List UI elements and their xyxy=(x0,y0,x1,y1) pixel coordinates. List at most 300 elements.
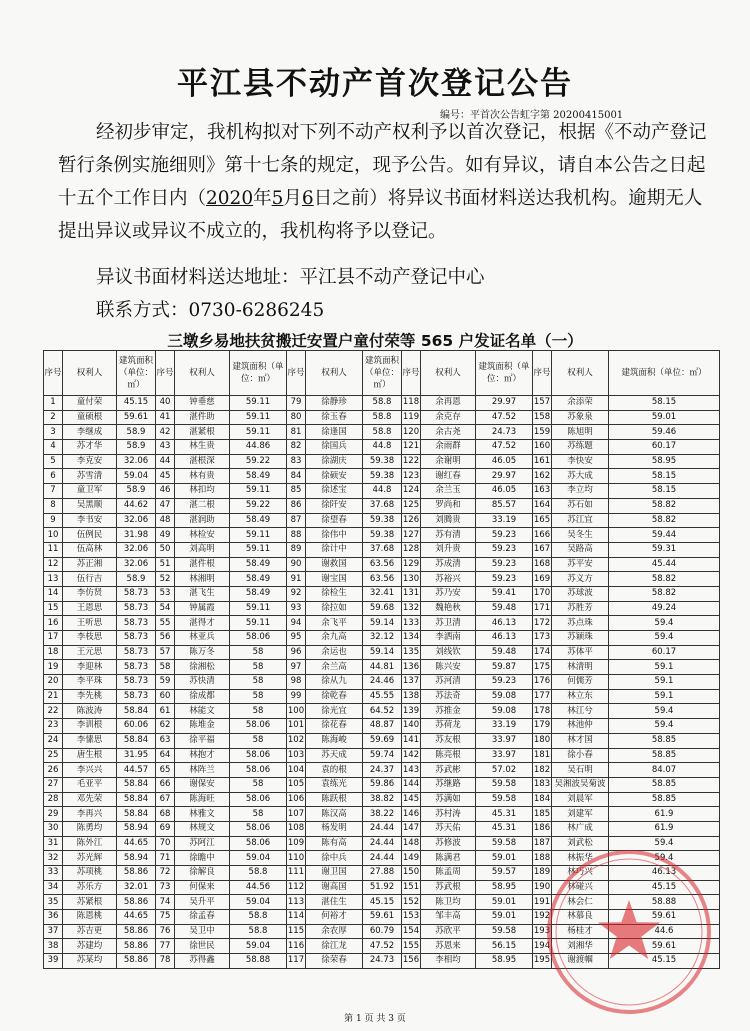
floor-area-cell: 59.68 xyxy=(363,601,402,616)
holder-name-cell: 陈勇均 xyxy=(63,821,117,836)
row-number-cell: 74 xyxy=(156,895,175,910)
floor-area-cell: 58.86 xyxy=(117,895,156,910)
row-number-cell: 158 xyxy=(533,410,552,425)
holder-name-cell: 谢保安 xyxy=(175,777,230,792)
holder-name-cell: 徐世民 xyxy=(175,939,230,954)
holder-name-cell: 余添荣 xyxy=(552,396,609,411)
row-number-cell: 193 xyxy=(533,924,552,939)
holder-name-cell: 苏大成 xyxy=(552,469,609,484)
holder-name-cell: 吴卫中 xyxy=(175,924,230,939)
holder-name-cell: 李愫思 xyxy=(63,733,117,748)
floor-area-cell: 58.94 xyxy=(117,851,156,866)
floor-area-cell: 58.8 xyxy=(230,866,287,881)
floor-area-cell: 58.06 xyxy=(230,631,287,646)
floor-area-cell: 59.04 xyxy=(230,851,287,866)
row-number-cell: 33 xyxy=(44,866,63,881)
holder-name-cell: 徐述宝 xyxy=(306,484,363,499)
holder-name-cell: 吴路高 xyxy=(552,542,609,557)
floor-area-cell: 38.22 xyxy=(363,807,402,822)
row-number-cell: 71 xyxy=(156,851,175,866)
row-number-cell: 144 xyxy=(402,777,421,792)
holder-name-cell: 刘武松 xyxy=(552,836,609,851)
holder-name-cell: 谢卫国 xyxy=(306,866,363,881)
row-number-cell: 105 xyxy=(287,777,306,792)
floor-area-cell: 85.57 xyxy=(476,498,533,513)
holder-name-cell: 杨发明 xyxy=(306,821,363,836)
row-number-cell: 148 xyxy=(402,836,421,851)
floor-area-cell: 59.57 xyxy=(476,866,533,881)
intro-paragraph xyxy=(58,116,713,248)
table-row xyxy=(44,484,720,499)
row-number-cell: 185 xyxy=(533,807,552,822)
holder-name-cell: 林扣均 xyxy=(175,484,230,499)
floor-area-cell: 59.23 xyxy=(476,572,533,587)
holder-name-cell: 罗尚和 xyxy=(421,498,476,513)
floor-area-cell: 58.88 xyxy=(230,954,287,969)
holder-name-cell: 陈外江 xyxy=(63,836,117,851)
row-number-cell: 173 xyxy=(533,631,552,646)
holder-name-cell: 徐逢国 xyxy=(306,425,363,440)
floor-area-cell: 48.87 xyxy=(363,719,402,734)
floor-area-cell: 58.06 xyxy=(230,763,287,778)
floor-area-cell: 44.6 xyxy=(609,924,720,939)
floor-area-cell: 58.8 xyxy=(363,396,402,411)
holder-name-cell: 陈亮根 xyxy=(421,748,476,763)
holder-name-cell: 苏项桃 xyxy=(63,866,117,881)
holder-name-cell: 李立均 xyxy=(552,484,609,499)
holder-name-cell: 余再恩 xyxy=(421,396,476,411)
floor-area-cell: 24.73 xyxy=(363,954,402,969)
holder-name-cell: 苏体平 xyxy=(552,645,609,660)
row-number-cell: 131 xyxy=(402,586,421,601)
row-number-cell: 181 xyxy=(533,748,552,763)
deadline-month: 5 xyxy=(271,188,284,209)
floor-area-cell: 58.86 xyxy=(117,939,156,954)
holder-name-cell: 何保来 xyxy=(175,880,230,895)
table-row xyxy=(44,498,720,513)
holder-name-cell: 林巧兴 xyxy=(552,866,609,881)
table-row xyxy=(44,807,720,822)
row-number-cell: 109 xyxy=(287,836,306,851)
row-number-cell: 28 xyxy=(44,792,63,807)
holder-name-cell: 徐湖庆 xyxy=(306,454,363,469)
holder-name-cell: 陈万冬 xyxy=(175,645,230,660)
floor-area-cell: 44.8 xyxy=(363,484,402,499)
row-number-cell: 140 xyxy=(402,719,421,734)
row-number-cell: 94 xyxy=(287,616,306,631)
floor-area-cell: 58.8 xyxy=(363,425,402,440)
floor-area-cell: 59.1 xyxy=(609,689,720,704)
floor-area-cell: 32.06 xyxy=(117,454,156,469)
row-number-cell: 19 xyxy=(44,660,63,675)
holder-name-cell: 湛得才 xyxy=(175,616,230,631)
floor-area-cell: 32.01 xyxy=(117,880,156,895)
row-number-cell: 68 xyxy=(156,807,175,822)
row-number-cell: 64 xyxy=(156,748,175,763)
row-number-cell: 117 xyxy=(287,954,306,969)
holder-name-cell: 徐平福 xyxy=(175,733,230,748)
row-number-cell: 31 xyxy=(44,836,63,851)
floor-area-cell: 63.56 xyxy=(363,572,402,587)
row-number-cell: 77 xyxy=(156,939,175,954)
header-holder: 权利人 xyxy=(306,351,363,396)
holder-name-cell: 李枝思 xyxy=(63,631,117,646)
floor-area-cell: 58.8 xyxy=(363,410,402,425)
row-number-cell: 139 xyxy=(402,704,421,719)
header-holder: 权利人 xyxy=(421,351,476,396)
floor-area-cell: 63.56 xyxy=(363,557,402,572)
floor-area-cell: 58.15 xyxy=(609,469,720,484)
deadline-day: 6 xyxy=(301,188,314,209)
row-number-cell: 160 xyxy=(533,440,552,455)
table-row xyxy=(44,425,720,440)
holder-name-cell: 林抱才 xyxy=(175,748,230,763)
row-number-cell: 164 xyxy=(533,498,552,513)
holder-name-cell: 陈跃根 xyxy=(306,792,363,807)
floor-area-cell: 59.11 xyxy=(230,528,287,543)
row-number-cell: 108 xyxy=(287,821,306,836)
row-number-cell: 82 xyxy=(287,440,306,455)
holder-name-cell: 陈满君 xyxy=(421,851,476,866)
row-number-cell: 98 xyxy=(287,675,306,690)
row-number-cell: 166 xyxy=(533,528,552,543)
floor-area-cell: 24.44 xyxy=(363,851,402,866)
holder-name-cell: 徐江龙 xyxy=(306,939,363,954)
holder-name-cell: 苏紧根 xyxy=(63,895,117,910)
floor-area-cell: 47.52 xyxy=(363,939,402,954)
row-number-cell: 38 xyxy=(44,939,63,954)
contact-info: 联系方式：0730-6286245 xyxy=(96,300,325,321)
floor-area-cell: 37.68 xyxy=(363,498,402,513)
row-number-cell: 53 xyxy=(156,586,175,601)
holder-name-cell: 刘湘华 xyxy=(552,939,609,954)
holder-name-cell: 苏天成 xyxy=(306,748,363,763)
holder-name-cell: 苏阿江 xyxy=(175,836,230,851)
row-number-cell: 110 xyxy=(287,851,306,866)
holder-name-cell: 苏乃安 xyxy=(421,586,476,601)
holder-name-cell: 钟垂慈 xyxy=(175,396,230,411)
holder-name-cell: 谢高国 xyxy=(306,880,363,895)
floor-area-cell: 44.56 xyxy=(230,880,287,895)
row-number-cell: 167 xyxy=(533,542,552,557)
floor-area-cell: 59.58 xyxy=(476,777,533,792)
floor-area-cell: 59.23 xyxy=(476,675,533,690)
floor-area-cell: 59.4 xyxy=(609,836,720,851)
floor-area-cell: 58.95 xyxy=(609,454,720,469)
row-number-cell: 37 xyxy=(44,924,63,939)
row-number-cell: 90 xyxy=(287,557,306,572)
holder-name-cell: 何儒芳 xyxy=(552,675,609,690)
holder-name-cell: 徐荣春 xyxy=(306,954,363,969)
row-number-cell: 176 xyxy=(533,675,552,690)
header-area: 建筑面积（单位：㎡） xyxy=(117,351,156,396)
holder-name-cell: 林生贵 xyxy=(175,440,230,455)
table-row xyxy=(44,748,720,763)
table-row xyxy=(44,572,720,587)
table-row xyxy=(44,777,720,792)
holder-name-cell: 徐国兵 xyxy=(306,440,363,455)
holder-name-cell: 徐望春 xyxy=(306,513,363,528)
floor-area-cell: 60.17 xyxy=(609,440,720,455)
row-number-cell: 61 xyxy=(156,704,175,719)
floor-area-cell: 58.9 xyxy=(117,440,156,455)
floor-area-cell: 24.44 xyxy=(363,836,402,851)
holder-name-cell: 吴黑顺 xyxy=(63,498,117,513)
floor-area-cell: 59.11 xyxy=(230,425,287,440)
floor-area-cell: 58.06 xyxy=(230,792,287,807)
row-number-cell: 150 xyxy=(402,866,421,881)
row-number-cell: 89 xyxy=(287,542,306,557)
floor-area-cell: 29.97 xyxy=(476,469,533,484)
row-number-cell: 170 xyxy=(533,586,552,601)
floor-area-cell: 58.73 xyxy=(117,616,156,631)
row-number-cell: 83 xyxy=(287,454,306,469)
holder-name-cell: 余兰玉 xyxy=(421,484,476,499)
seal-star-icon xyxy=(598,900,660,959)
floor-area-cell: 59.11 xyxy=(230,616,287,631)
floor-area-cell: 46.13 xyxy=(609,866,720,881)
official-seal xyxy=(545,848,713,1016)
row-number-cell: 183 xyxy=(533,777,552,792)
row-number-cell: 135 xyxy=(402,645,421,660)
row-number-cell: 156 xyxy=(402,954,421,969)
floor-area-cell: 58 xyxy=(230,675,287,690)
row-number-cell: 186 xyxy=(533,821,552,836)
row-number-cell: 127 xyxy=(402,528,421,543)
row-number-cell: 26 xyxy=(44,763,63,778)
deadline-year: 2020 xyxy=(206,188,254,209)
holder-name-cell: 李书安 xyxy=(63,513,117,528)
row-number-cell: 180 xyxy=(533,733,552,748)
holder-name-cell: 湛飞生 xyxy=(175,586,230,601)
floor-area-cell: 31.95 xyxy=(117,748,156,763)
row-number-cell: 133 xyxy=(402,616,421,631)
floor-area-cell: 59.4 xyxy=(609,704,720,719)
row-number-cell: 80 xyxy=(287,410,306,425)
floor-area-cell: 58.49 xyxy=(230,586,287,601)
holder-name-cell: 徐瞻中 xyxy=(175,851,230,866)
row-number-cell: 187 xyxy=(533,836,552,851)
row-number-cell: 25 xyxy=(44,748,63,763)
row-number-cell: 95 xyxy=(287,631,306,646)
table-row xyxy=(44,689,720,704)
deadline-year-unit: 年 xyxy=(253,188,272,209)
page-footer: 第 1 页 共 3 页 xyxy=(344,1014,406,1024)
holder-name-cell: 湛润助 xyxy=(175,513,230,528)
row-number-cell: 60 xyxy=(156,689,175,704)
floor-area-cell: 58.8 xyxy=(230,924,287,939)
row-number-cell: 155 xyxy=(402,939,421,954)
table-row xyxy=(44,586,720,601)
floor-area-cell: 58.86 xyxy=(117,866,156,881)
floor-area-cell: 58 xyxy=(230,660,287,675)
floor-area-cell: 32.06 xyxy=(117,557,156,572)
floor-area-cell: 58.85 xyxy=(609,748,720,763)
floor-area-cell: 56.15 xyxy=(476,939,533,954)
holder-name-cell: 林有贵 xyxy=(175,469,230,484)
row-number-cell: 134 xyxy=(402,631,421,646)
holder-name-cell: 苏成清 xyxy=(421,557,476,572)
row-number-cell: 123 xyxy=(402,469,421,484)
floor-area-cell: 58.9 xyxy=(117,572,156,587)
floor-area-cell: 60.17 xyxy=(609,645,720,660)
header-holder: 权利人 xyxy=(175,351,230,396)
row-number-cell: 113 xyxy=(287,895,306,910)
floor-area-cell: 58.82 xyxy=(609,498,720,513)
floor-area-cell: 59.01 xyxy=(476,895,533,910)
row-number-cell: 17 xyxy=(44,631,63,646)
table-row xyxy=(44,440,720,455)
header-area: 建筑面积（单位：㎡） xyxy=(476,351,533,396)
holder-name-cell: 徐静珍 xyxy=(306,396,363,411)
row-number-cell: 32 xyxy=(44,851,63,866)
table-row xyxy=(44,645,720,660)
holder-name-cell: 苏雪清 xyxy=(63,469,117,484)
floor-area-cell: 44.65 xyxy=(117,910,156,925)
table-row xyxy=(44,733,720,748)
row-number-cell: 87 xyxy=(287,513,306,528)
floor-area-cell: 58.95 xyxy=(476,954,533,969)
holder-name-cell: 苏胜芳 xyxy=(552,601,609,616)
table-row xyxy=(44,454,720,469)
holder-name-cell: 余九高 xyxy=(306,631,363,646)
holder-name-cell: 林检安 xyxy=(175,528,230,543)
holder-name-cell: 林亚兵 xyxy=(175,631,230,646)
row-number-cell: 152 xyxy=(402,895,421,910)
floor-area-cell: 58.9 xyxy=(117,484,156,499)
floor-area-cell: 58.15 xyxy=(609,396,720,411)
row-number-cell: 50 xyxy=(156,542,175,557)
row-number-cell: 21 xyxy=(44,689,63,704)
holder-name-cell: 吴升平 xyxy=(175,895,230,910)
floor-area-cell: 32.06 xyxy=(117,542,156,557)
row-number-cell: 153 xyxy=(402,910,421,925)
row-number-cell: 116 xyxy=(287,939,306,954)
row-number-cell: 3 xyxy=(44,425,63,440)
holder-name-cell: 李快安 xyxy=(552,454,609,469)
row-number-cell: 59 xyxy=(156,675,175,690)
floor-area-cell: 59.4 xyxy=(609,719,720,734)
holder-name-cell: 邓先荣 xyxy=(63,792,117,807)
floor-area-cell: 32.12 xyxy=(363,631,402,646)
floor-area-cell: 58.85 xyxy=(609,777,720,792)
floor-area-cell: 58 xyxy=(230,645,287,660)
holder-name-cell: 王元思 xyxy=(63,645,117,660)
table-row xyxy=(44,763,720,778)
row-number-cell: 99 xyxy=(287,689,306,704)
floor-area-cell: 45.15 xyxy=(609,954,720,969)
holder-name-cell: 苏荷龙 xyxy=(421,719,476,734)
row-number-cell: 46 xyxy=(156,484,175,499)
floor-area-cell: 60.06 xyxy=(117,719,156,734)
row-number-cell: 195 xyxy=(533,954,552,969)
holder-name-cell: 苏点珠 xyxy=(552,616,609,631)
floor-area-cell: 59.61 xyxy=(609,939,720,954)
floor-area-cell: 58.86 xyxy=(117,954,156,969)
holder-name-cell: 徐伟中 xyxy=(306,528,363,543)
table-row xyxy=(44,616,720,631)
floor-area-cell: 58.06 xyxy=(230,748,287,763)
row-number-cell: 136 xyxy=(402,660,421,675)
holder-name-cell: 徐计中 xyxy=(306,542,363,557)
header-no: 序号 xyxy=(533,351,552,396)
floor-area-cell: 32.41 xyxy=(363,586,402,601)
row-number-cell: 45 xyxy=(156,469,175,484)
holder-name-cell: 袁练光 xyxy=(306,777,363,792)
row-number-cell: 56 xyxy=(156,631,175,646)
holder-name-cell: 李洒南 xyxy=(421,631,476,646)
floor-area-cell: 59.22 xyxy=(230,454,287,469)
table-row xyxy=(44,601,720,616)
holder-name-cell: 陈旭明 xyxy=(552,425,609,440)
row-number-cell: 100 xyxy=(287,704,306,719)
row-number-cell: 157 xyxy=(533,396,552,411)
row-number-cell: 20 xyxy=(44,675,63,690)
floor-area-cell: 59.11 xyxy=(230,396,287,411)
holder-name-cell: 余运也 xyxy=(306,645,363,660)
holder-name-cell: 徐湘松 xyxy=(175,660,230,675)
row-number-cell: 36 xyxy=(44,910,63,925)
floor-area-cell: 24.37 xyxy=(363,763,402,778)
floor-area-cell: 46.13 xyxy=(476,631,533,646)
row-number-cell: 7 xyxy=(44,484,63,499)
row-number-cell: 43 xyxy=(156,440,175,455)
holder-name-cell: 陈海峻 xyxy=(306,733,363,748)
floor-area-cell: 59.86 xyxy=(363,777,402,792)
floor-area-cell: 58.88 xyxy=(609,895,720,910)
floor-area-cell: 59.58 xyxy=(476,792,533,807)
table-row xyxy=(44,719,720,734)
holder-name-cell: 苏法奇 xyxy=(421,689,476,704)
holder-name-cell: 谢救国 xyxy=(306,557,363,572)
holder-name-cell: 徐玉春 xyxy=(306,410,363,425)
holder-name-cell: 伍例民 xyxy=(63,528,117,543)
row-number-cell: 106 xyxy=(287,792,306,807)
floor-area-cell: 59.01 xyxy=(476,851,533,866)
holder-name-cell: 林振华 xyxy=(552,851,609,866)
header-area: 建筑面积（单位：㎡） xyxy=(609,351,720,396)
holder-name-cell: 吴冬生 xyxy=(552,528,609,543)
holder-name-cell: 苏某均 xyxy=(63,954,117,969)
header-no: 序号 xyxy=(156,351,175,396)
holder-name-cell: 刘高明 xyxy=(175,542,230,557)
header-no: 序号 xyxy=(44,351,63,396)
table-row xyxy=(44,821,720,836)
floor-area-cell: 59.1 xyxy=(609,675,720,690)
row-number-cell: 5 xyxy=(44,454,63,469)
holder-name-cell: 苏乐方 xyxy=(63,880,117,895)
holder-name-cell: 林碰兴 xyxy=(552,880,609,895)
holder-name-cell: 林广成 xyxy=(552,821,609,836)
row-number-cell: 93 xyxy=(287,601,306,616)
floor-area-cell: 64.52 xyxy=(363,704,402,719)
holder-name-cell: 苏江宜 xyxy=(552,513,609,528)
row-number-cell: 130 xyxy=(402,572,421,587)
row-number-cell: 114 xyxy=(287,910,306,925)
holder-name-cell: 苏石如 xyxy=(552,498,609,513)
holder-name-cell: 苏快清 xyxy=(175,675,230,690)
floor-area-cell: 44.62 xyxy=(117,498,156,513)
holder-name-cell: 刘建军 xyxy=(552,807,609,822)
row-number-cell: 30 xyxy=(44,821,63,836)
floor-area-cell: 59.23 xyxy=(476,557,533,572)
holder-name-cell: 陈海旺 xyxy=(175,792,230,807)
row-number-cell: 188 xyxy=(533,851,552,866)
floor-area-cell: 58 xyxy=(230,733,287,748)
row-number-cell: 145 xyxy=(402,792,421,807)
row-number-cell: 67 xyxy=(156,792,175,807)
header-holder: 权利人 xyxy=(63,351,117,396)
